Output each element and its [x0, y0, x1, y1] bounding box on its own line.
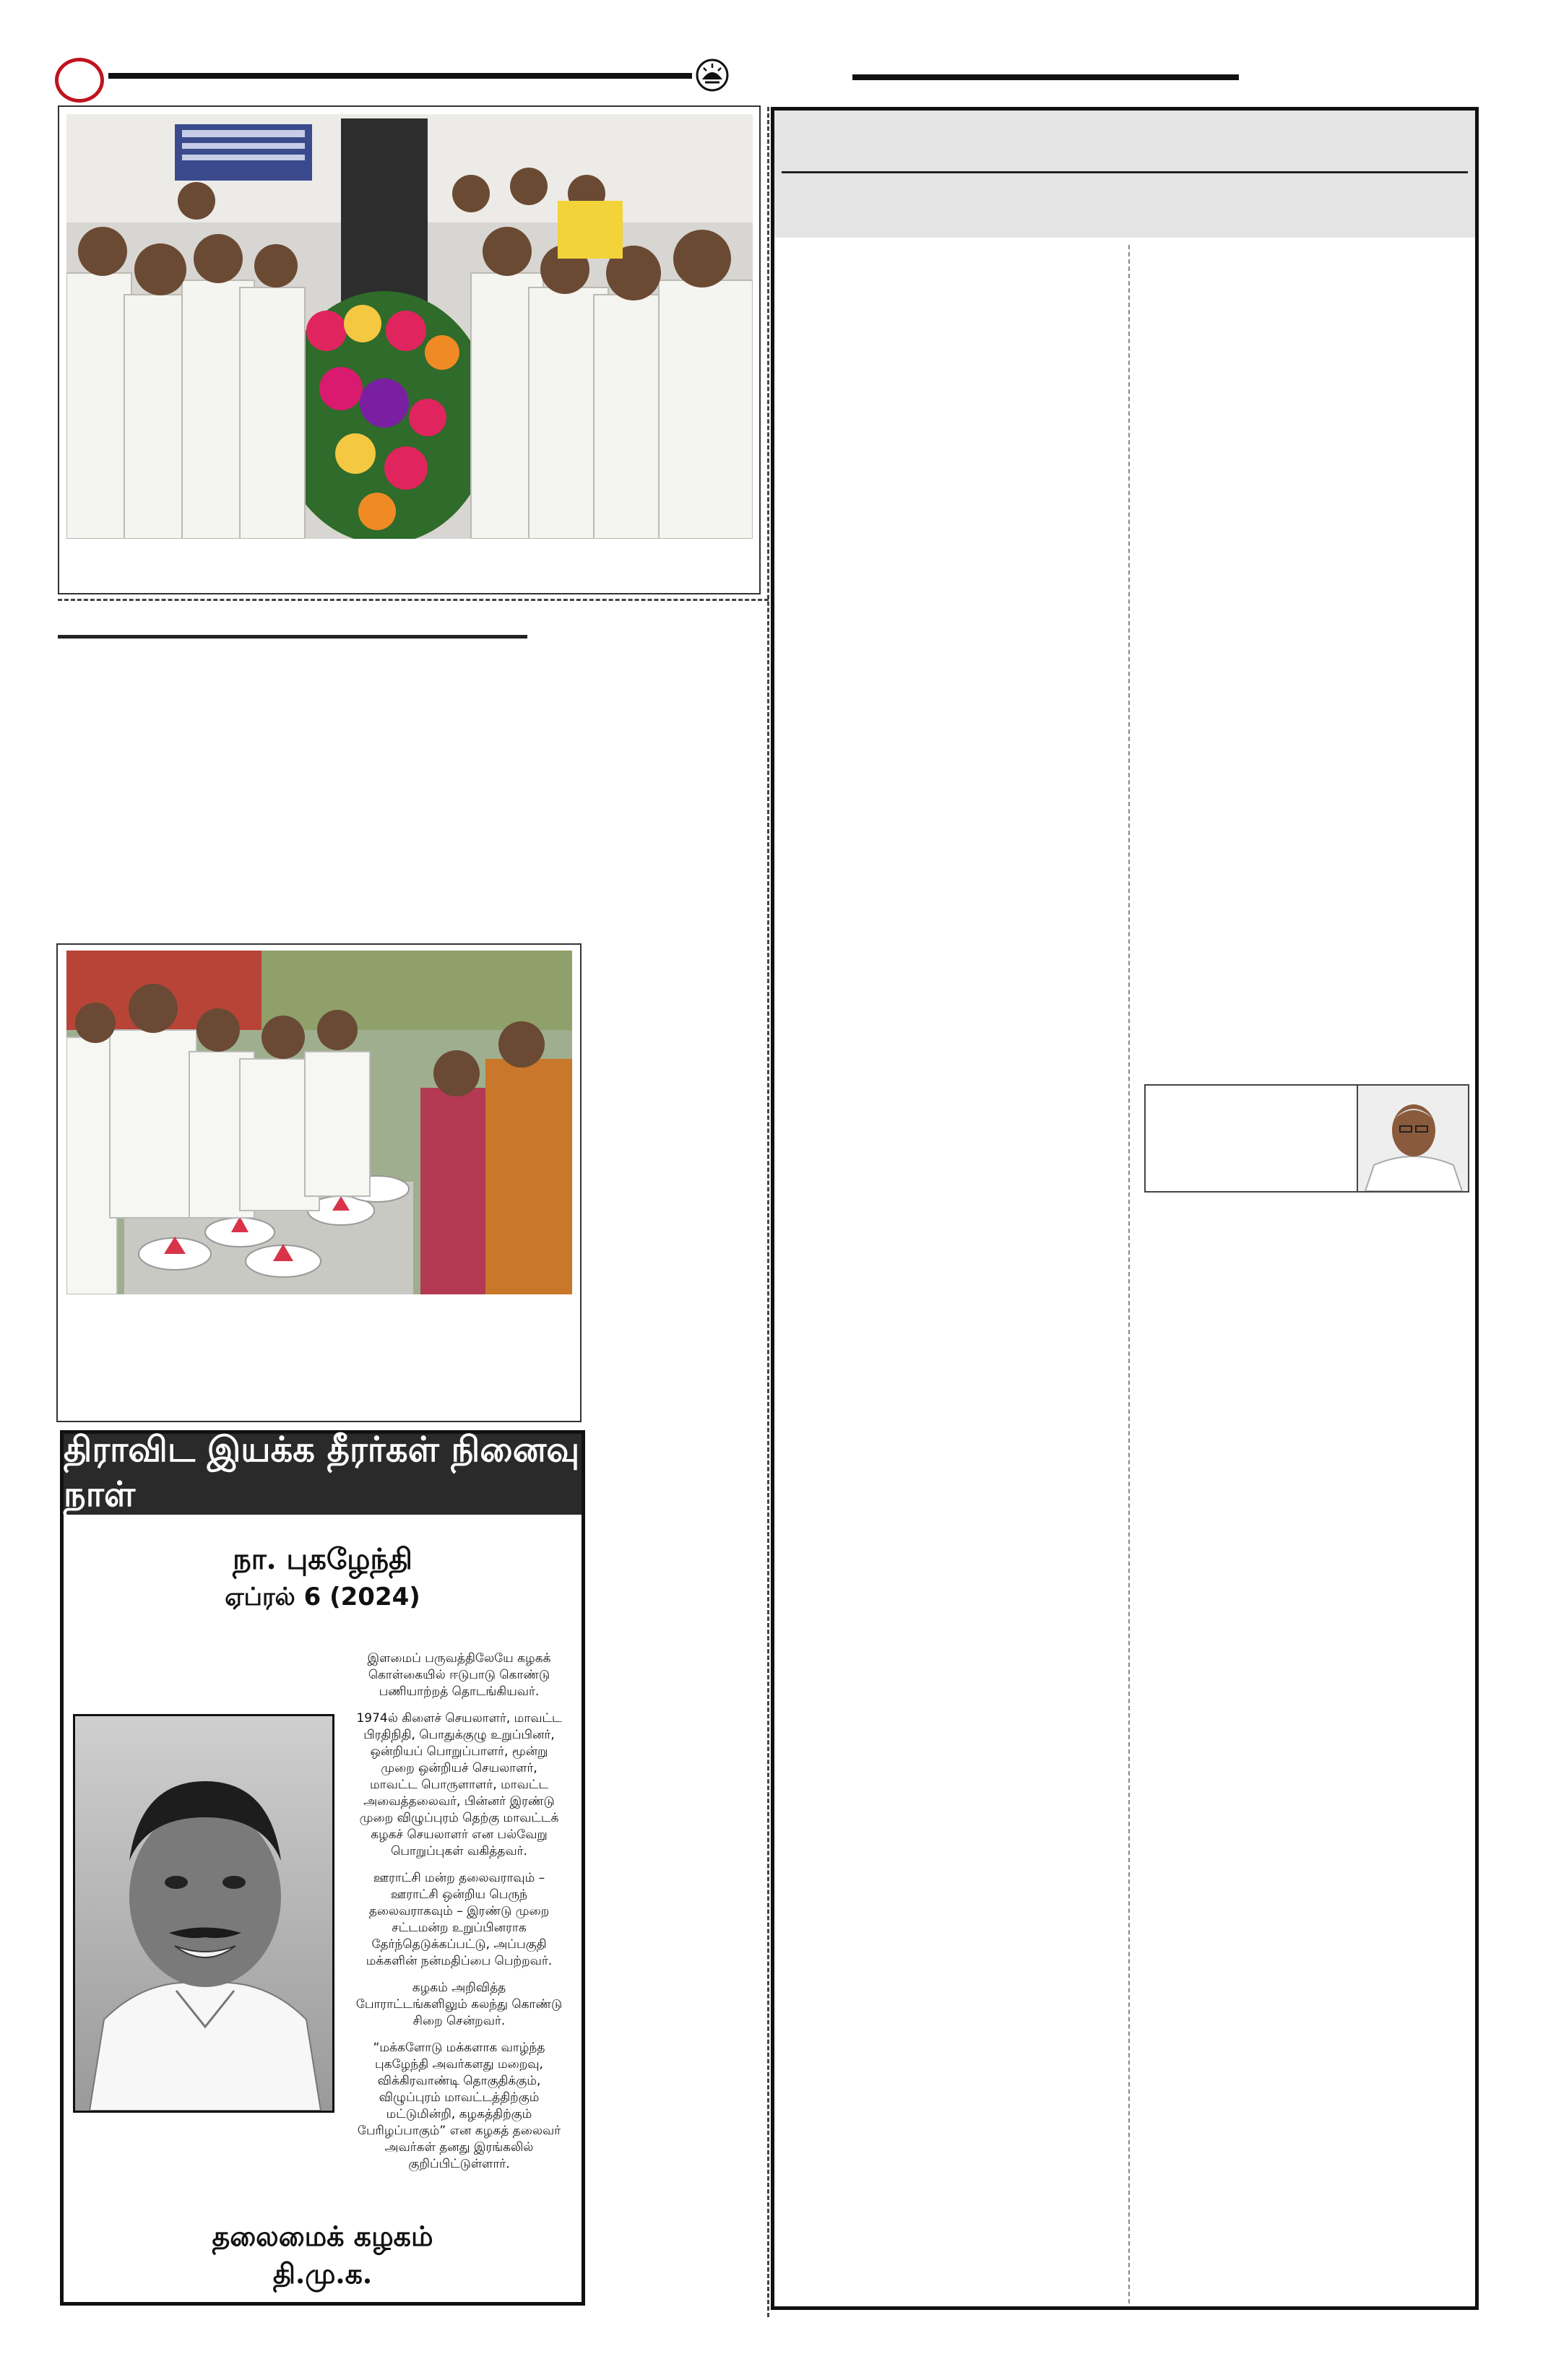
memorial-portrait — [73, 1714, 334, 2113]
panel-title-rule — [782, 171, 1468, 173]
inset-profile-box — [1144, 1084, 1469, 1193]
rising-sun-emblem-icon — [695, 58, 730, 92]
bio-paragraph-4 — [342, 1980, 576, 2030]
photo-divider-dashed — [58, 599, 769, 601]
distribution-photo-frame — [56, 943, 582, 1422]
panel-column-separator — [1128, 245, 1130, 2303]
distribution-photo — [66, 951, 572, 1294]
column-divider-dashed — [767, 107, 769, 2317]
tribute-photo — [66, 114, 753, 539]
bio-line: கழகம் அறிவித்த — [412, 1981, 506, 1995]
bio-line: முறை ஒன்றியச் செயலாளர், — [381, 1761, 537, 1775]
bio-line: விக்கிரவாண்டி தொகுதிக்கும், — [377, 2074, 541, 2088]
bio-line: பேரிழப்பாகும்” என கழகத் தலைவர் — [357, 2124, 561, 2138]
bio-line: மக்களின் நன்மதிப்பை பெற்றவர். — [366, 1954, 553, 1968]
memorial-biography — [342, 1650, 576, 2173]
memorial-advertisement — [60, 1430, 585, 2306]
page-number-circle — [55, 58, 104, 103]
bio-line: குறிப்பிட்டுள்ளார். — [408, 2157, 510, 2171]
bio-line: கொள்கையில் ஈடுபாடு கொண்டு — [368, 1668, 550, 1682]
bio-line: பிரதிநிதி, பொதுக்குழு உறுப்பினர், — [363, 1728, 555, 1742]
bio-line: விழுப்புரம் மாவட்டத்திற்கும் — [379, 2090, 540, 2105]
header-rule-right — [852, 74, 1239, 80]
bio-line: இளமைப் பருவத்திலேயே கழகக் — [367, 1651, 551, 1666]
bio-line: முறை விழுப்புரம் தெற்கு மாவட்டக் — [359, 1811, 559, 1825]
bio-paragraph-1 — [342, 1650, 576, 1700]
bio-line: சட்டமன்ற உறுப்பினராக — [392, 1921, 527, 1935]
memorial-signature-party: தி.மு.க. — [272, 2257, 373, 2290]
bio-line: பொறுப்புகள் வகித்தவர். — [391, 1844, 527, 1858]
bio-line: மட்டுமின்றி, கழகத்திற்கும் — [386, 2107, 532, 2121]
memorial-signature-org: தலைமைக் கழகம் — [212, 2220, 433, 2252]
bio-line: “மக்களோடு மக்களாக வாழ்ந்த — [373, 2041, 545, 2055]
bio-paragraph-5 — [342, 2040, 576, 2173]
panel-title-band — [774, 111, 1475, 238]
bio-line: தலைவராகவும் – இரண்டு முறை — [368, 1904, 550, 1918]
bio-line: போராட்டங்களிலும் கலந்து கொண்டு — [355, 1997, 563, 2012]
right-boxed-panel — [771, 107, 1479, 2310]
bio-paragraph-2 — [342, 1710, 576, 1860]
bio-line: அவைத்தலைவர், பின்னர் இரண்டு — [363, 1794, 555, 1809]
bio-line: சிறை சென்றவர். — [412, 2014, 506, 2028]
bio-line: அவர்கள் தனது இரங்கலில் — [384, 2140, 534, 2155]
bio-paragraph-3 — [342, 1870, 576, 1970]
bio-line: புகழேந்தி அவர்களது மறைவு, — [375, 2057, 543, 2072]
bio-line: ஊராட்சி ஒன்றிய பெருந் — [390, 1887, 528, 1902]
bio-line: கழகச் செயலாளர் என பல்வேறு — [371, 1827, 548, 1842]
tribute-photo-frame — [58, 105, 761, 594]
left-article-rule — [58, 635, 527, 639]
memorial-name: நா. புகழேந்தி — [233, 1542, 412, 1576]
bio-line: பணியாற்றத் தொடங்கியவர். — [379, 1684, 540, 1699]
bio-line: 1974ல் கிளைச் செயலாளர், மாவட்ட — [356, 1711, 562, 1726]
header-rule-left — [108, 73, 692, 79]
bio-line: ஒன்றியப் பொறுப்பாளர், மூன்று — [370, 1744, 548, 1759]
bio-line: மாவட்ட பொருளாளர், மாவட்ட — [370, 1778, 548, 1792]
memorial-banner: திராவிட இயக்க தீரர்கள் நினைவு நாள் — [64, 1434, 582, 1515]
memorial-date: ஏப்ரல் 6 (2024) — [225, 1583, 420, 1611]
bio-line: தேர்ந்தெடுக்கப்பட்டு, அப்பகுதி — [371, 1937, 547, 1952]
bio-line: ஊராட்சி மன்ற தலைவராவும் – — [373, 1871, 545, 1885]
inset-portrait — [1357, 1086, 1468, 1191]
